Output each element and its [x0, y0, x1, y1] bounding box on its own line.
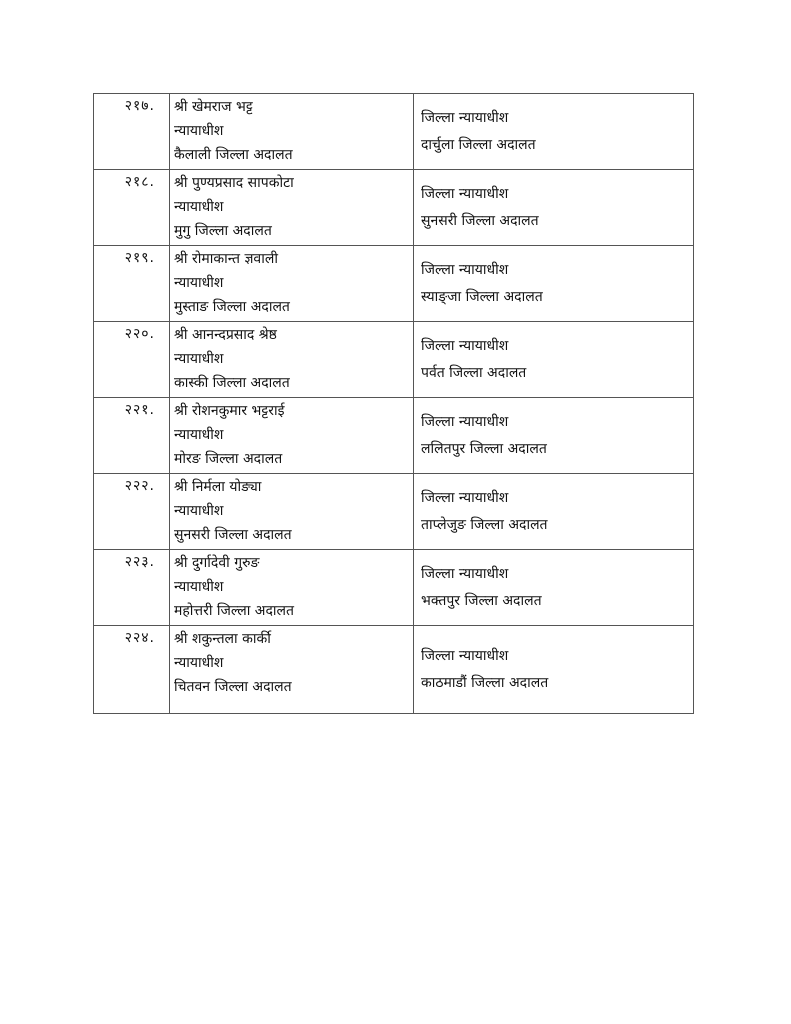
judge-designation: न्यायाधीश [174, 579, 224, 595]
current-court: मुगु जिल्ला अदालत [174, 223, 272, 239]
judge-name: श्री निर्मला योङ्या [174, 479, 262, 495]
current-post-cell [170, 398, 414, 474]
current-post-cell [170, 322, 414, 398]
new-post-cell [414, 550, 694, 626]
serial-number: २१९. [94, 246, 170, 322]
new-post-cell [414, 246, 694, 322]
serial-number: २२४. [94, 626, 170, 714]
judge-name: श्री दुर्गादेवी गुरुङ [174, 555, 260, 571]
current-post-cell [170, 170, 414, 246]
judge-designation: न्यायाधीश [174, 123, 224, 139]
new-post-cell [414, 626, 694, 714]
judge-name: श्री रोमाकान्त ज्ञवाली [174, 251, 278, 267]
new-court: स्याङ्जा जिल्ला अदालत [421, 288, 543, 305]
judge-name: श्री शकुन्तला कार्की [174, 631, 271, 647]
serial-number: २२३. [94, 550, 170, 626]
current-post-cell [170, 474, 414, 550]
new-post-cell [414, 170, 694, 246]
judge-designation: न्यायाधीश [174, 351, 224, 367]
new-court: पर्वत जिल्ला अदालत [421, 364, 527, 381]
judge-name: श्री आनन्दप्रसाद श्रेष्ठ [174, 327, 277, 343]
new-designation: जिल्ला न्यायाधीश [421, 185, 509, 202]
judge-designation: न्यायाधीश [174, 655, 224, 671]
current-court: कास्की जिल्ला अदालत [174, 375, 290, 391]
new-court: काठमाडौं जिल्ला अदालत [421, 674, 549, 691]
new-designation: जिल्ला न्यायाधीश [421, 337, 509, 354]
judge-name: श्री खेमराज भट्ट [174, 99, 253, 115]
new-court: सुनसरी जिल्ला अदालत [421, 212, 539, 229]
serial-number: २२२. [94, 474, 170, 550]
current-court: चितवन जिल्ला अदालत [174, 679, 292, 695]
serial-number: २१७. [94, 94, 170, 170]
serial-number: २२१. [94, 398, 170, 474]
new-court: ललितपुर जिल्ला अदालत [421, 440, 547, 457]
new-designation: जिल्ला न्यायाधीश [421, 261, 509, 278]
new-designation: जिल्ला न्यायाधीश [421, 647, 509, 664]
judge-name: श्री पुण्यप्रसाद सापकोटा [174, 175, 294, 191]
judge-designation: न्यायाधीश [174, 503, 224, 519]
new-post-cell [414, 94, 694, 170]
current-post-cell [170, 550, 414, 626]
new-designation: जिल्ला न्यायाधीश [421, 489, 509, 506]
table-row [94, 474, 694, 550]
transfer-table [93, 93, 694, 714]
judge-name: श्री रोशनकुमार भट्टराई [174, 403, 285, 419]
judge-designation: न्यायाधीश [174, 427, 224, 443]
judge-designation: न्यायाधीश [174, 275, 224, 291]
new-post-cell [414, 474, 694, 550]
current-court: कैलाली जिल्ला अदालत [174, 147, 293, 163]
table-row [94, 246, 694, 322]
current-post-cell [170, 246, 414, 322]
new-court: भक्तपुर जिल्ला अदालत [421, 592, 542, 609]
new-court: दार्चुला जिल्ला अदालत [421, 136, 536, 153]
table-row [94, 94, 694, 170]
new-designation: जिल्ला न्यायाधीश [421, 413, 509, 430]
new-court: ताप्लेजुङ जिल्ला अदालत [421, 516, 548, 533]
new-post-cell [414, 322, 694, 398]
current-court: मोरङ जिल्ला अदालत [174, 451, 283, 467]
new-designation: जिल्ला न्यायाधीश [421, 109, 509, 126]
current-court: मुस्ताङ जिल्ला अदालत [174, 299, 290, 315]
table-row [94, 170, 694, 246]
table-row [94, 398, 694, 474]
current-court: सुनसरी जिल्ला अदालत [174, 527, 292, 543]
current-court: महोत्तरी जिल्ला अदालत [174, 603, 295, 619]
current-post-cell [170, 94, 414, 170]
new-designation: जिल्ला न्यायाधीश [421, 565, 509, 582]
table-row [94, 550, 694, 626]
table-row [94, 322, 694, 398]
new-post-cell [414, 398, 694, 474]
current-post-cell [170, 626, 414, 714]
serial-number: २२०. [94, 322, 170, 398]
serial-number: २१८. [94, 170, 170, 246]
table-row [94, 626, 694, 714]
judge-designation: न्यायाधीश [174, 199, 224, 215]
